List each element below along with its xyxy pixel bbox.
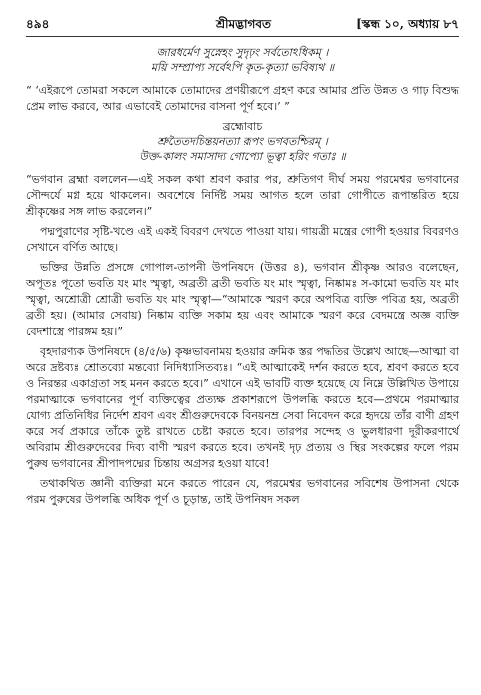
verse-sanskrit-1 [26, 45, 459, 75]
translation-paragraph: “ভগবান ব্রহ্মা বললেন—এই সকল কথা শ্রবণ করার পর, শ্রুতিগণ দীর্ঘ সময় পরমেশ্বর ভগবানের সৌন্দর্যে মগ্ন হয়ে থাকলেন। অবশেষে নির্দিষ্ট সময় আগত হলে তারা গোপীতে রূপান্তরিত হয়ে শ্রীকৃষ্ণের সঙ্গ লাভ করলেন।” [26, 173, 459, 218]
verse-sanskrit-2 [26, 134, 459, 164]
page-header [26, 14, 459, 36]
speaker-heading: ব্রহ্মোবাচ [222, 120, 263, 133]
body-paragraph: ভক্তির উন্নতি প্রসঙ্গে গোপাল-তাপনী উপনিষদে (উত্তর ৪), ভগবান শ্রীকৃষ্ণ আরও বলেছেন, অপূতঃ পূতো ভবতি যং মাং স্মৃত্বা, অব্রতী ব্রতী ভবতি যং মাং স্মৃত্বা, নিষ্কামঃ স-কামো ভবতি যং মাং স্মৃত্বা, অশ্রোত্রী শ্রোত্রী ভবতি যং মাং স্মৃত্বা—“আমাকে স্মরণ করে অপবিত্র ব্যক্তি পবিত্র হয়, অব্রতী ব্রতী হয়। (আমার সেবায়) নিষ্কাম ব্যক্তি সকাম হয় এবং আমাকে স্মরণ করে বেদমন্ত্রে অজ্ঞ ব্যক্তি বেদশাস্ত্রে পারঙ্গম হয়।” [26, 261, 459, 338]
page-number: ৪৯৪ [26, 17, 50, 31]
body-paragraph: তথাকথিত জ্ঞানী ব্যক্তিরা মনে করতে পারেন যে, পরমেশ্বর ভগবানের সবিশেষ উপাসনা থেকে পরম পুরুষের উপলব্ধি অধিক পূর্ণ ও চূড়ান্ত, তাই উপনিষদ সকল [26, 477, 459, 506]
running-title: শ্রীমদ্ভাগবত [216, 17, 272, 31]
translation-paragraph: “ ‘এইরূপে তোমরা সকলে আমাকে তোমাদের প্রণয়ীরূপে গ্রহণ করে আমার প্রতি উন্নত ও গাঢ় বিশুদ্ধ প্রেম লাভ করবে, আর এভাবেই তোমাদের বাসনা পূর্ণ হবে।’ ” [26, 84, 459, 113]
verse-line: শ্রুতৈতদচিন্তয়নত্যা রূপং ভগবতশ্চিরম্ । [157, 135, 328, 148]
verse-line: জারধর্মেণ সুস্নেহং সুদৃঢ়ং সর্বতোঽধিকম্ । [156, 46, 329, 59]
body-paragraph: বৃহদারণ্যক উপনিষদে (৪/৫/৬) কৃষ্ণভাবনাময় হওয়ার ক্রমিক স্তর পদ্ধতির উল্লেখ আছে—আত্মা বা অরে দ্রষ্টব্যঃ শ্রোতব্যো মন্তব্যো নিদিধ্যাসিতব্যঃ। “এই আত্মাকেই দর্শন করতে হবে, শ্রবণ করতে হবে ও নিরন্তর একাগ্রতা সহ মনন করতে হবে।” এখানে এই ভাবটি ব্যক্ত হয়েছে যে নিম্নে উল্লিখিত উপায়ে পরমাত্মাকে ভগবানের পূর্ণ ব্যক্তিত্বের প্রত্যক্ষ প্রকাশরূপে উপলব্ধি করতে হবে—প্রথমে পরমাত্মার যোগ্য প্রতিনিধির নির্দেশ শ্রবণ এবং শ্রীগুরুদেবকে বিনয়নম্র সেবা নিবেদন করে হৃদয়ে তাঁর বাণী গ্রহণ করে সর্ব প্রকারে তাঁকে তুষ্ট রাখতে চেষ্টা করতে হবে। তারপর সন্দেহ ও ভুলধারণা দূরীকরণার্থে অবিরাম শ্রীগুরুদেবের দিব্য বাণী স্মরণ করতে হবে। তখনই দৃঢ় প্রত্যয় ও স্থির সংকল্পের ফলে পরম পুরুষ ভগবানের শ্রীপাদপদ্মের চিন্তায় অগ্রসর হওয়া যাবে! [26, 345, 459, 470]
header-rule [26, 36, 459, 37]
body-paragraph: পদ্মপুরাণের সৃষ্টি-খণ্ডে এই একই বিবরণ দেখতে পাওয়া যায়। গায়ত্রী মন্ত্রের গোপী হওয়ার বিবরণও সেখানে বর্ণিত আছে। [26, 225, 459, 254]
verse-line: উক্ত-কালং সমাসাদ্য গোপ্যো ভূত্বা হরিং গতাঃ ॥ [139, 150, 346, 163]
verse-line: ময়ি সম্প্রাপ্য সর্বেঽপি কৃত-কৃত্যা ভবিষ্যথ ॥ [150, 61, 335, 74]
chapter-reference: [স্কন্ধ ১০, অধ্যায় ৮৭ [356, 17, 459, 31]
